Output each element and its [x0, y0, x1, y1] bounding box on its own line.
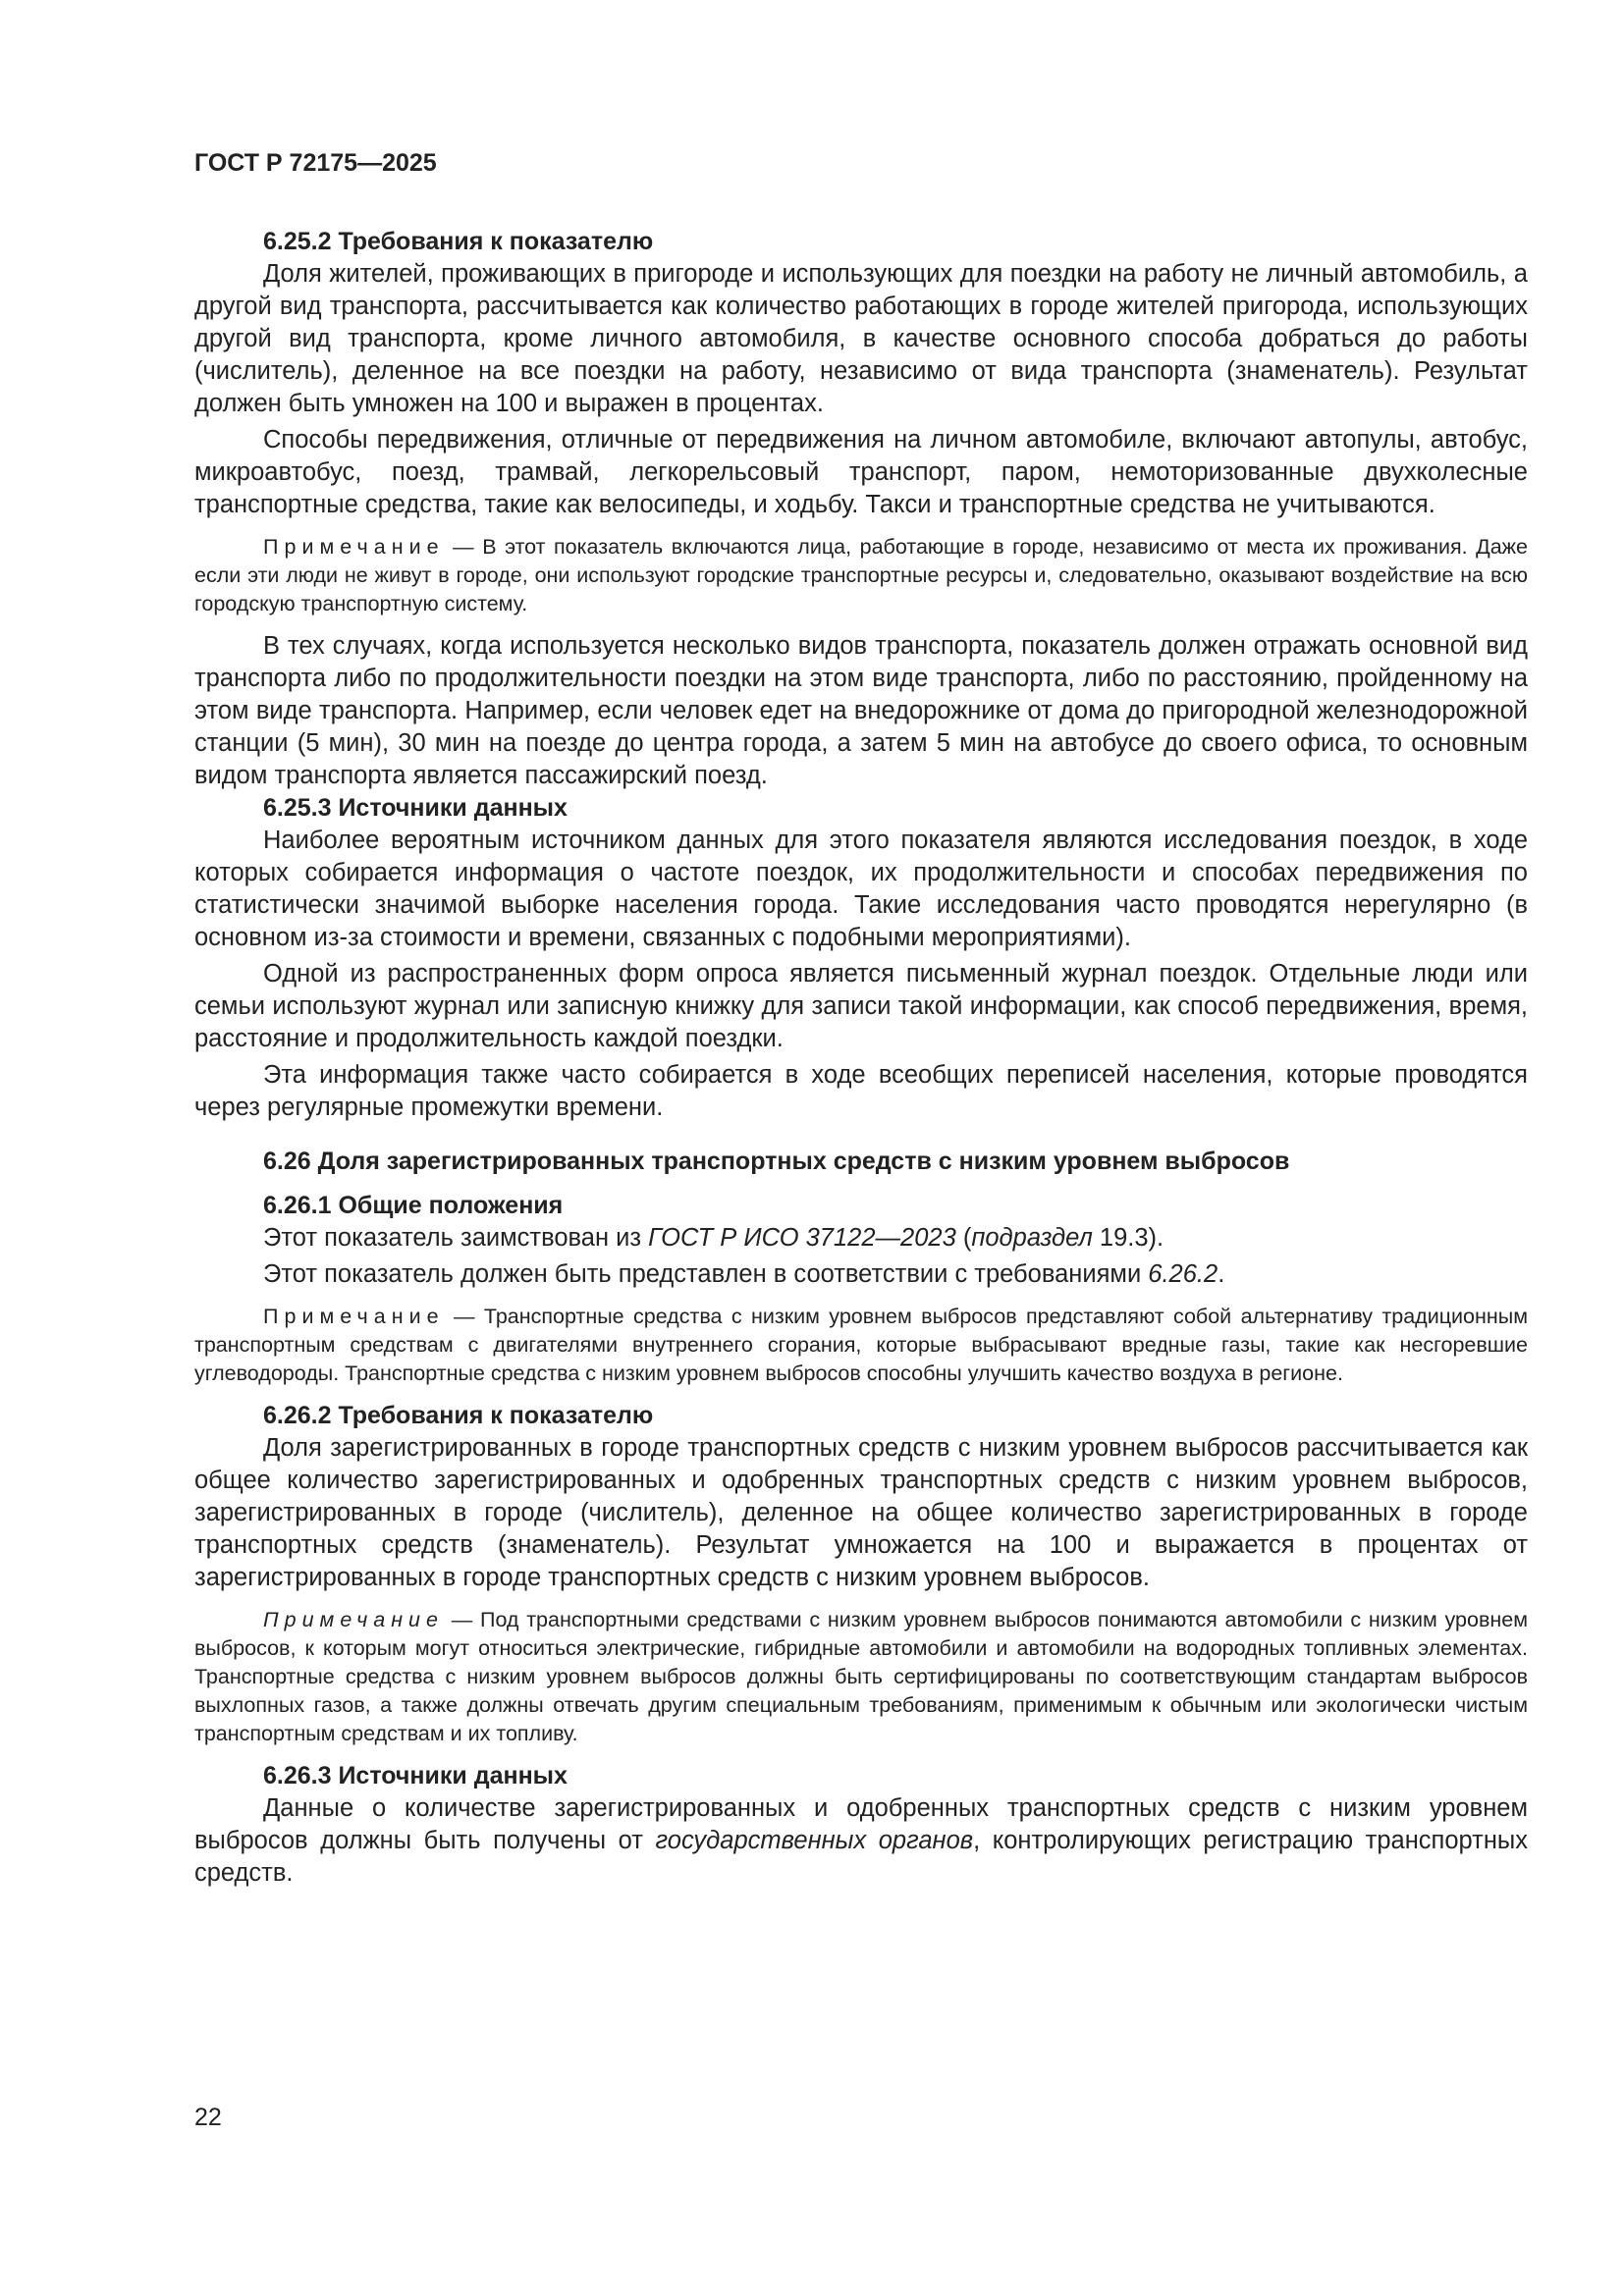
page-number: 22	[194, 2104, 222, 2131]
section-6-25-2-title: 6.25.2 Требования к показателю	[263, 228, 654, 255]
section-6-25-2	[194, 226, 1528, 792]
section-6-26-2	[194, 1400, 1528, 1748]
paragraph	[194, 1792, 1528, 1890]
section-6-26-3	[194, 1760, 1528, 1890]
note-text: — Транспортные средства с низким уровнем выбросов представляют собой альтернативу традиционным транспортным средствам с двигателями внутреннего сгорания, которые выбрасывают вредные газы, такие как несгоревшие углеводороды. Транспортные средства с низким уровнем выбросов способны улучшить качество воздуха в регионе.	[194, 1305, 1528, 1385]
paragraph: В тех случаях, когда используется несколько видов транспорта, показатель должен отражать основной вид транспорта либо по продолжительности поездки на этом виде транспорта, либо по расстоянию, пройденному на этом виде транспорта. Например, если человек едет на внедорожнике от дома до пригородной железнодорожной станции (5 мин), 30 мин на поезде до центра города, а затем 5 мин на автобусе до своего офиса, то основным видом транспорта является пассажирский поезд.	[194, 632, 1528, 789]
text-run: , контролирующих регистрацию транспортных средств.	[194, 1827, 1528, 1887]
note	[194, 1606, 1528, 1748]
paragraph	[194, 1222, 1528, 1255]
text-run-italic: государственных органов	[655, 1827, 974, 1854]
text-run: (	[955, 1224, 972, 1252]
note	[194, 1303, 1528, 1388]
text-run: Данные о количестве зарегистрированных и одобренных транспортных средств с низким уровнем выбросов должны быть получены от	[194, 1794, 1528, 1854]
text-run: Этот показатель заимствован из	[263, 1224, 649, 1252]
paragraph: Одной из распространенных форм опроса является письменный журнал поездок. Отдельные люди или семьи используют журнал или записную книжку для записи такой информации, как способ передвижения, время, расстояние и продолжительность каждой поездки.	[194, 960, 1528, 1052]
note	[194, 533, 1528, 618]
note-label: Примечание	[263, 1608, 445, 1631]
paragraph: Способы передвижения, отличные от передвижения на личном автомобиле, включают автопулы, автобус, микроавтобус, поезд, трамвай, легкорельсовый транспорт, паром, немоторизованные двухколесные транспортные средства, такие как велосипеды, и ходьбу. Такси и транспортные средства не учитываются.	[194, 426, 1528, 518]
section-6-26-3-title: 6.26.3 Источники данных	[263, 1762, 568, 1789]
document-body	[194, 226, 1528, 1890]
note-text: — Под транспортными средствами с низким уровнем выбросов понимаются автомобили с низким уровнем выбросов, к которым могут относиться электрические, гибридные автомобили и автомобили на водородных топливных элементах. Транспортные средства с низким уровнем выбросов должны быть сертифицированы по соответствующим стандартам выбросов выхлопных газов, а также должны отвечать другим специальным требованиям, применимым к обычным или экологически чистым транспортным средствам и их топливу.	[194, 1608, 1528, 1745]
note-text: — В этот показатель включаются лица, работающие в городе, независимо от места их проживания. Даже если эти люди не живут в городе, они используют городские транспортные ресурсы и, следовательно, оказывают воздействие на всю городскую транспортную систему.	[194, 535, 1528, 615]
paragraph: Наиболее вероятным источником данных для этого показателя являются исследования поездок, в ходе которых собирается информация о частоте поездок, их продолжительности и способах передвижения по статистически значимой выборке населения города. Такие исследования часто проводятся нерегулярно (в основном из-за стоимости и времени, связанных с подобными мероприятиями).	[194, 827, 1528, 951]
section-reference: 6.26.2	[1148, 1260, 1218, 1288]
section-6-25-3	[194, 792, 1528, 1124]
note-label: Примечание	[263, 1305, 445, 1328]
text-run-italic: подраздел	[971, 1224, 1093, 1252]
text-run: .	[1218, 1260, 1225, 1288]
section-6-26-1	[194, 1190, 1528, 1388]
paragraph: Эта информация также часто собирается в ходе всеобщих переписей населения, которые проводятся через регулярные промежутки времени.	[194, 1061, 1528, 1121]
section-6-26-2-title: 6.26.2 Требования к показателю	[263, 1402, 654, 1429]
text-run: 19.3).	[1092, 1224, 1164, 1252]
text-run: Этот показатель должен быть представлен в соответствии с требованиями	[263, 1260, 1149, 1288]
paragraph: Доля жителей, проживающих в пригороде и использующих для поездки на работу не личный автомобиль, а другой вид транспорта, рассчитывается как количество работающих в городе жителей пригорода, использующих другой вид транспорта, кроме личного автомобиля, в качестве основного способа добраться до работы (числитель), деленное на все поездки на работу, независимо от вида транспорта (знаменатель). Результат должен быть умножен на 100 и выражен в процентах.	[194, 260, 1528, 417]
paragraph: Доля зарегистрированных в городе транспортных средств с низким уровнем выбросов рассчитывается как общее количество зарегистрированных и одобренных транспортных средств с низким уровнем выбросов, зарегистрированных в городе (числитель), деленное на общее количество зарегистрированных в городе транспортных средств (знаменатель). Результат умножается на 100 и выражается в процентах от зарегистрированных в городе транспортных средств с низким уровнем выбросов.	[194, 1434, 1528, 1591]
section-6-25-3-title: 6.25.3 Источники данных	[263, 794, 568, 822]
standard-reference: ГОСТ Р ИСО 37122—2023	[648, 1224, 956, 1252]
section-6-26-title: 6.26 Доля зарегистрированных транспортных средств с низким уровнем выбросов	[263, 1148, 1290, 1175]
section-6-26	[194, 1146, 1528, 1178]
paragraph	[194, 1258, 1528, 1291]
section-6-26-1-title: 6.26.1 Общие положения	[263, 1192, 564, 1219]
note-label: Примечание	[263, 535, 445, 559]
document-header: ГОСТ Р 72175—2025	[194, 149, 437, 177]
